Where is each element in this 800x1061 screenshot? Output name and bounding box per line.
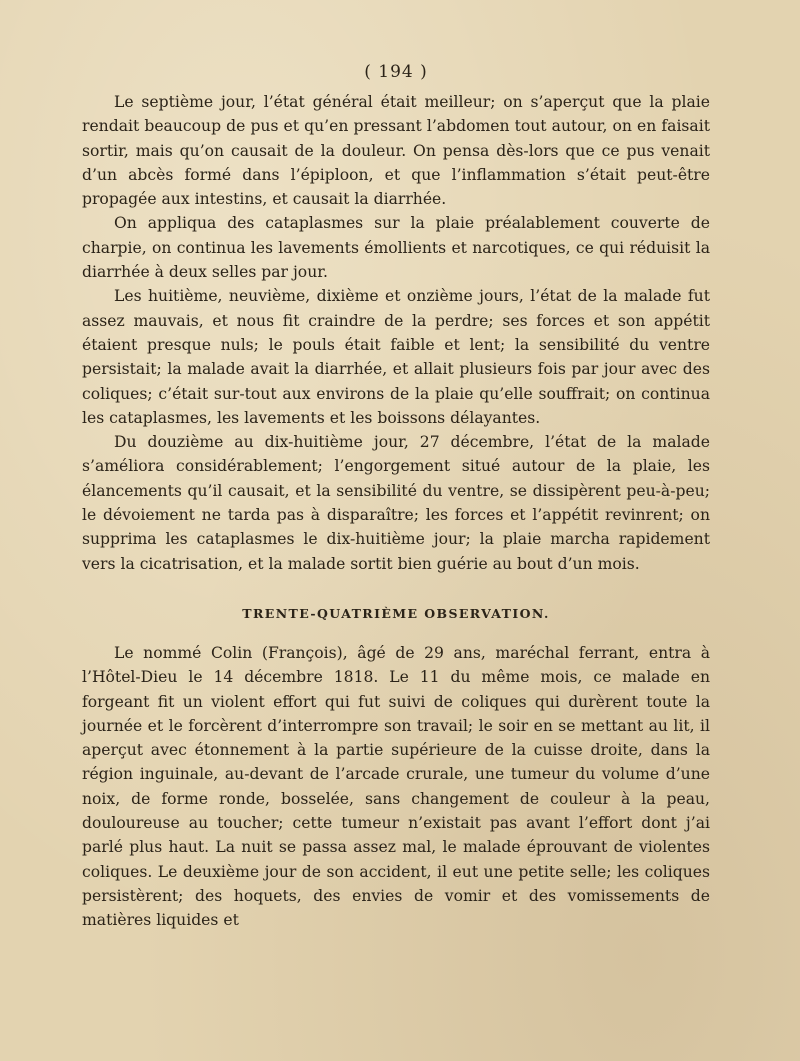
paragraph: Le septième jour, l’état général était meilleur; on s’aperçut que la plaie rendait beaucoup de pus et qu’en pressant l’abdomen tout autour, on en faisait sortir, mais qu’on causait de la douleur. On pensa dès-lors que ce pus venait d’un abcès formé dans l’épiploon, et que l’inflammation s’était peut-être propagée aux intestins, et causait la diarrhée. bbox=[82, 93, 710, 209]
page-number: ( 194 ) bbox=[364, 62, 428, 82]
paragraph: Les huitième, neuvième, dixième et onzième jours, l’état de la malade fut assez mauvais, et nous fit craindre de la perdre; ses forces et son appétit étaient presque nuls; le pouls était faible et lent; la sensibilité du ventre persistait; la malade avait la diarrhée, et allait plusieurs fois par jour avec des coliques; c’était sur-tout aux environs de la plaie qu’elle souffrait; on continua les cataplasmes, les lavements et les boissons délayantes. bbox=[82, 287, 710, 427]
paragraph: Le nommé Colin (François), âgé de 29 ans, maréchal ferrant, entra à l’Hôtel-Dieu le 14 décembre 1818. Le 11 du même mois, ce malade en forgeant fit un violent effort qui fut suivi de coliques qui durèrent toute la journée et le forcèrent d’interrompre son travail; le soir en se mettant au lit, il aperçut avec étonnement à la partie supérieure de la cuisse droite, dans la région inguinale, au-devant de l’arcade crurale, une tumeur du volume d’une noix, de forme ronde, bosselée, sans changement de couleur à la peau, douloureuse au toucher; cette tumeur n’existait pas avant l’effort dont j’ai parlé plus haut. La nuit se passa assez mal, le malade éprouvant de violentes coliques. Le deuxième jour de son accident, il eut une petite selle; les coliques persistèrent; des hoquets, des envies de vomir et des vomissements de matières liquides et bbox=[82, 643, 710, 930]
document-page bbox=[82, 62, 710, 933]
section-title: TRENTE-QUATRIÈME OBSERVATION. bbox=[242, 605, 550, 621]
paragraph: Du douzième au dix-huitième jour, 27 décembre, l’état de la malade s’améliora considérablement; l’engorgement situé autour de la plaie, les élancements qu’il causait, et la sensibilité du ventre, se dissipèrent peu-à-peu; le dévoiement ne tarda pas à disparaître; les forces et l’appétit revinrent; on supprima les cataplasmes le dix-huitième jour; la plaie marcha rapidement vers la cicatrisation, et la malade sortit bien guérie au bout d’un mois. bbox=[82, 433, 710, 573]
paragraph: On appliqua des cataplasmes sur la plaie préalablement couverte de charpie, on continua les lavements émollients et narcotiques, ce qui réduisit la diarrhée à deux selles par jour. bbox=[82, 214, 710, 282]
